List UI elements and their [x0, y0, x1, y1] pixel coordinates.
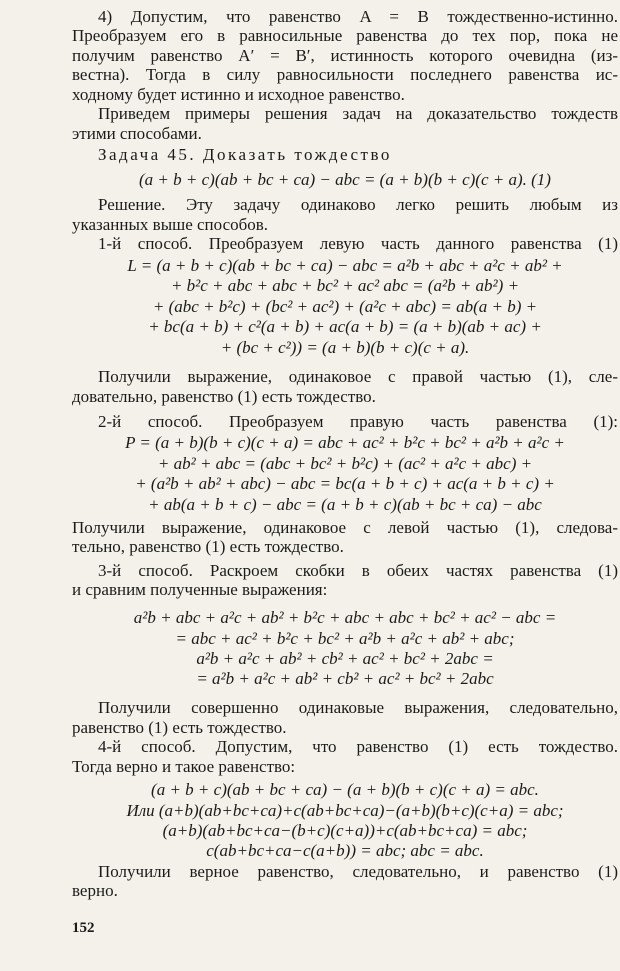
text-line: довательно, равенство (1) есть тождество. — [72, 387, 376, 406]
text-line: тельно, равенство (1) есть тождество. — [72, 537, 344, 556]
formula-line: + (a²b + ab² + abc) − abc = bc(a + b + c) + ac(a + b + c) + — [135, 474, 555, 493]
text-line: Получили выражение, одинаковое с правой частью (1), сле- — [98, 367, 618, 386]
formula-line: = abc + ac² + b²c + bc² + a²b + a²c + ab² + abc; — [175, 629, 515, 648]
method-heading: 4-й способ. Допустим, что равенство (1) есть тождество. — [98, 737, 618, 756]
problem-heading: Задача 45. Доказать тождество — [98, 145, 392, 164]
text-line: Получили верное равенство, следовательно, и равенство (1) — [98, 862, 618, 881]
formula-line: c(ab+bc+ca−c(a+b)) = abc; abc = abc. — [206, 841, 484, 860]
text-line: ходному будет истинно и исходное равенство. — [72, 85, 405, 104]
formula-line: (a+b)(ab+bc+ca−(b+c)(c+a))+c(ab+bc+ca) = abc; — [162, 821, 528, 840]
text-line: 4) Допустим, что равенство A = B тождественно-истинно. — [98, 7, 618, 26]
text-line: Решение. Эту задачу одинаково легко решить любым из — [98, 195, 618, 214]
text-line: и сравним полученные выражения: — [72, 580, 328, 599]
formula-line: + (bc + c²)) = (a + b)(b + c)(c + a). — [220, 338, 470, 357]
formula-line: + b²c + abc + abc + bc² + ac² abc = (a²b + ab²) + — [170, 276, 520, 295]
method-heading: 1-й способ. Преобразуем левую часть данного равенства (1) — [98, 234, 618, 253]
text-line: верно. — [72, 881, 118, 900]
text-line: получим равенство A′ = B′, истинность которого очевидна (из- — [72, 46, 618, 65]
text-line: этими способами. — [72, 124, 202, 143]
formula-line: + ab(a + b + c) − abc = (a + b + c)(ab + bc + ca) − abc — [148, 495, 542, 514]
formula-line: P = (a + b)(b + c)(c + a) = abc + ac² + b²c + bc² + a²b + a²c + — [125, 433, 565, 452]
formula-line: (a + b + c)(ab + bc + ca) − (a + b)(b + c)(c + a) = abc. — [151, 780, 539, 799]
formula-line: a²b + abc + a²c + ab² + b²c + abc + abc + bc² + ac² − abc = — [133, 608, 557, 627]
formula-line: + (abc + b²c) + (bc² + ac²) + (a²c + abc) = ab(a + b) + — [152, 297, 538, 316]
page-number: 152 — [72, 920, 95, 936]
formula-line: + bc(a + b) + c²(a + b) + ac(a + b) = (a + b)(ab + ac) + — [148, 317, 542, 336]
formula-line: = a²b + a²c + ab² + cb² + ac² + bc² + 2abc — [196, 669, 494, 688]
method-heading: 2-й способ. Преобразуем правую часть равенства (1): — [98, 412, 618, 431]
formula-line: L = (a + b + c)(ab + bc + ca) − abc = a²b + abc + a²c + ab² + — [127, 256, 563, 275]
text-line: Тогда верно и такое равенство: — [72, 757, 296, 776]
text-line: Преобразуем его в равносильные равенства до тех пор, пока не — [72, 26, 618, 45]
text-line: Получили совершенно одинаковые выражения, следовательно, — [98, 698, 618, 717]
text-line: Получили выражение, одинаковое с левой частью (1), следова- — [72, 518, 618, 537]
formula-line: + ab² + abc = (abc + bc² + b²c) + (ac² + a²c + abc) + — [157, 454, 533, 473]
formula-line: a²b + a²c + ab² + cb² + ac² + bc² + 2abc = — [196, 649, 494, 668]
formula-line: (a + b + c)(ab + bc + ca) − abc = (a + b)(b + c)(c + a). (1) — [139, 170, 551, 189]
text-line: Приведем примеры решения задач на доказательство тождеств — [98, 104, 618, 123]
text-line: вестна). Тогда в силу равносильности последнего равенства ис- — [72, 65, 618, 84]
text-line: равенство (1) есть тождество. — [72, 718, 287, 737]
method-heading: 3-й способ. Раскроем скобки в обеих частях равенства (1) — [98, 561, 618, 580]
text-line: указанных выше способов. — [72, 215, 269, 234]
formula-line: Или (a+b)(ab+bc+ca)+c(ab+bc+ca)−(a+b)(b+c)(c+a) = abc; — [126, 801, 564, 820]
